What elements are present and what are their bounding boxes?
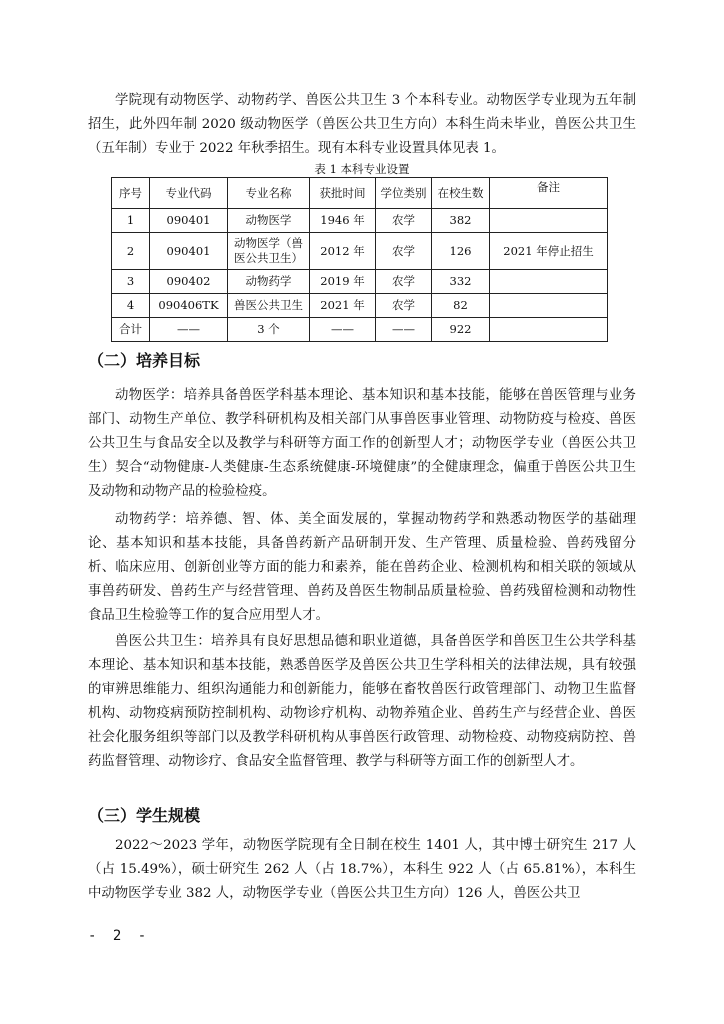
table-cell: 090401 xyxy=(150,209,228,233)
course-table xyxy=(111,177,608,342)
table-cell: 1946 年 xyxy=(310,209,376,233)
table-cell: 2019 年 xyxy=(310,270,376,294)
header-cell: 专业代码 xyxy=(150,178,228,209)
enrollment-paragraph: 2022～2023 学年，动物医学院现有全日制在校生 1401 人，其中博士研究生 217 人（占 15.49%），硕士研究生 262 人（占 18.7%），本科生 922 人（占 65.81%），本科生中动物医学专业 382 人，动物医学专业（兽医公共卫生方向）126 人，兽医公共卫 xyxy=(88,838,636,901)
table-cell: —— xyxy=(150,318,228,342)
table-cell: 3 xyxy=(112,270,150,294)
table-cell: —— xyxy=(376,318,432,342)
table-cell: 农学 xyxy=(376,233,432,270)
header-cell: 专业名称 xyxy=(228,178,310,209)
objective-paragraph-public-health: 兽医公共卫生：培养具有良好思想品德和职业道德，具备兽医学和兽医卫生公共学科基本理论、基本知识和基本技能，熟悉兽医学及兽医公共卫生学科相关的法律法规，具有较强的审辨思维能力、组织沟通能力和创新能力，能够在畜牧兽医行政管理部门、动物卫生监督机构、动物疫病预防控制机构、动物诊疗机构、动物养殖企业、兽药生产与经营企业、兽医社会化服务组织等部门以及教学科研机构从事兽医行政管理、动物检疫、动物疫病防控、兽药监督管理、动物诊疗、食品安全监督管理、教学与科研等方面工作的创新型人才。 xyxy=(88,634,636,769)
table-cell: 1 xyxy=(112,209,150,233)
table-cell: 922 xyxy=(432,318,490,342)
table-cell: 3 个 xyxy=(228,318,310,342)
table-cell: —— xyxy=(310,318,376,342)
table-cell: 农学 xyxy=(376,270,432,294)
table-cell: 090406TK xyxy=(150,294,228,318)
table-cell xyxy=(490,209,608,233)
table-cell: 4 xyxy=(112,294,150,318)
objective-paragraph-veterinary-medicine: 动物医学：培养具备兽医学科基本理论、基本知识和基本技能，能够在兽医管理与业务部门、动物生产单位、教学科研机构及相关部门从事兽医事业管理、动物防疫与检疫、兽医公共卫生与食品安全以及教学与科研等方面工作的创新型人才；动物医学专业（兽医公共卫生）契合“动物健康-人类健康-生态系统健康-环境健康”的全健康理念，偏重于兽医公共卫生及动物和动物产品的检验检疫。 xyxy=(88,388,636,499)
table-cell: 332 xyxy=(432,270,490,294)
table-cell xyxy=(490,270,608,294)
table-row xyxy=(112,270,608,294)
table-cell xyxy=(490,318,608,342)
table-row xyxy=(112,294,608,318)
table-row xyxy=(112,209,608,233)
table-cell: 动物药学 xyxy=(228,270,310,294)
table-cell: 农学 xyxy=(376,294,432,318)
table-caption: 表 1 本科专业设置 xyxy=(314,162,410,176)
table-cell: 兽医公共卫生 xyxy=(228,294,310,318)
table-cell: 动物医学（兽医公共卫生） xyxy=(228,233,310,270)
section-heading-enrollment: （三）学生规模 xyxy=(88,806,201,825)
table-cell: 090401 xyxy=(150,233,228,270)
table-cell: 农学 xyxy=(376,209,432,233)
table-cell: 126 xyxy=(432,233,490,270)
table-total-row xyxy=(112,318,608,342)
section-heading-objectives: （二）培养目标 xyxy=(88,351,201,370)
table-cell: 82 xyxy=(432,294,490,318)
objective-paragraph-veterinary-pharmacy: 动物药学：培养德、智、体、美全面发展的，掌握动物药学和熟悉动物医学的基础理论、基本知识和基本技能，具备兽药新产品研制开发、生产管理、质量检验、兽药残留分析、临床应用、创新创业等方面的能力和素养，能在兽药企业、检测机构和相关联的领域从事兽药研发、兽药生产与经营管理、兽药及兽医生物制品质量检验、兽药残留检测和动物性食品卫生检验等工作的复合应用型人才。 xyxy=(88,512,636,623)
header-cell: 获批时间 xyxy=(310,178,376,209)
table-cell: 382 xyxy=(432,209,490,233)
header-cell: 备注 xyxy=(490,178,608,209)
header-cell: 在校生数 xyxy=(432,178,490,209)
intro-paragraph: 学院现有动物医学、动物药学、兽医公共卫生 3 个本科专业。动物医学专业现为五年制招生，此外四年制 2020 级动物医学（兽医公共卫生方向）本科生尚未毕业，兽医公共卫生（五年制）专业于 2022 年秋季招生。现有本科专业设置具体见表 1。 xyxy=(88,93,636,156)
table-row xyxy=(112,233,608,270)
table-header-row xyxy=(112,178,608,209)
table-cell xyxy=(490,294,608,318)
page-number: - 2 - xyxy=(88,928,151,944)
table-cell: 2021 年 xyxy=(310,294,376,318)
table-cell: 2012 年 xyxy=(310,233,376,270)
header-cell: 学位类别 xyxy=(376,178,432,209)
table-cell: 090402 xyxy=(150,270,228,294)
table-cell: 动物医学 xyxy=(228,209,310,233)
header-cell: 序号 xyxy=(112,178,150,209)
table-cell: 合计 xyxy=(112,318,150,342)
table-cell: 2021 年停止招生 xyxy=(490,233,608,270)
table-cell: 2 xyxy=(112,233,150,270)
